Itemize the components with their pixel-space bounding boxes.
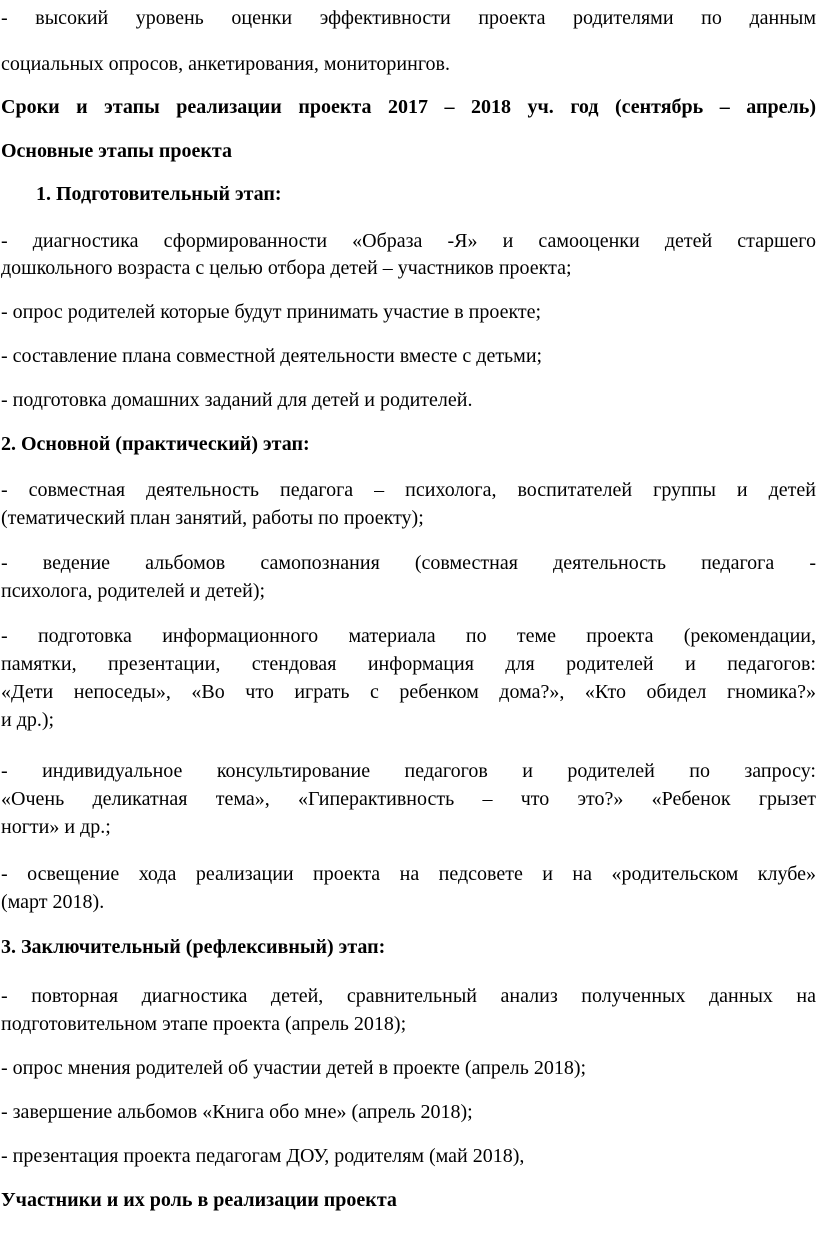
text-line: - составление плана совместной деятельности вместе с детьми; xyxy=(1,345,543,367)
text-line: - подготовка домашних заданий для детей и родителей. xyxy=(1,389,473,411)
text-line: - освещение хода реализации проекта на педсовете и на «родительском клубе» xyxy=(1,863,816,885)
text-line: и др.); xyxy=(1,709,55,731)
text-line: (тематический план занятий, работы по проекту); xyxy=(1,507,424,529)
text-line: - диагностика сформированности «Образа -Я» и самооценки детей старшего xyxy=(1,230,816,252)
stage-heading: 3. Заключительный (рефлексивный) этап: xyxy=(1,936,386,958)
text-line: социальных опросов, анкетирования, мониторингов. xyxy=(1,53,450,75)
text-line: - высокий уровень оценки эффективности проекта родителями по данным xyxy=(1,7,816,29)
text-line: психолога, родителей и детей); xyxy=(1,580,266,602)
stage-heading: 1. Подготовительный этап: xyxy=(36,183,282,205)
text-line: - совместная деятельность педагога – психолога, воспитателей группы и детей xyxy=(1,479,816,501)
text-line: дошкольного возраста с целью отбора детей – участников проекта; xyxy=(1,257,572,279)
text-line: «Очень деликатная тема», «Гиперактивность – что это?» «Ребенок грызет xyxy=(1,788,816,810)
text-line: (март 2018). xyxy=(1,891,105,913)
stage-heading: 2. Основной (практический) этап: xyxy=(1,433,310,455)
text-line: ногти» и др.; xyxy=(1,816,111,838)
text-line: - опрос мнения родителей об участии детей в проекте (апрель 2018); xyxy=(1,1057,587,1079)
text-line: - индивидуальное консультирование педагогов и родителей по запросу: xyxy=(1,760,816,782)
text-line: подготовительном этапе проекта (апрель 2018); xyxy=(1,1013,407,1035)
section-heading: Основные этапы проекта xyxy=(1,140,232,162)
text-line: «Дети непоседы», «Во что играть с ребенком дома?», «Кто обидел гномика?» xyxy=(1,681,816,703)
text-line: - опрос родителей которые будут принимать участие в проекте; xyxy=(1,301,542,323)
text-line: - повторная диагностика детей, сравнительный анализ полученных данных на xyxy=(1,985,816,1007)
section-heading: Сроки и этапы реализации проекта 2017 – 2018 уч. год (сентябрь – апрель) xyxy=(1,96,816,118)
text-line: - подготовка информационного материала по теме проекта (рекомендации, xyxy=(1,625,816,647)
text-line: памятки, презентации, стендовая информация для родителей и педагогов: xyxy=(1,653,816,675)
text-line: - презентация проекта педагогам ДОУ, родителям (май 2018), xyxy=(1,1145,525,1167)
text-line: - ведение альбомов самопознания (совместная деятельность педагога - xyxy=(1,552,816,574)
section-heading: Участники и их роль в реализации проекта xyxy=(1,1189,397,1211)
text-line: - завершение альбомов «Книга обо мне» (апрель 2018); xyxy=(1,1101,473,1123)
